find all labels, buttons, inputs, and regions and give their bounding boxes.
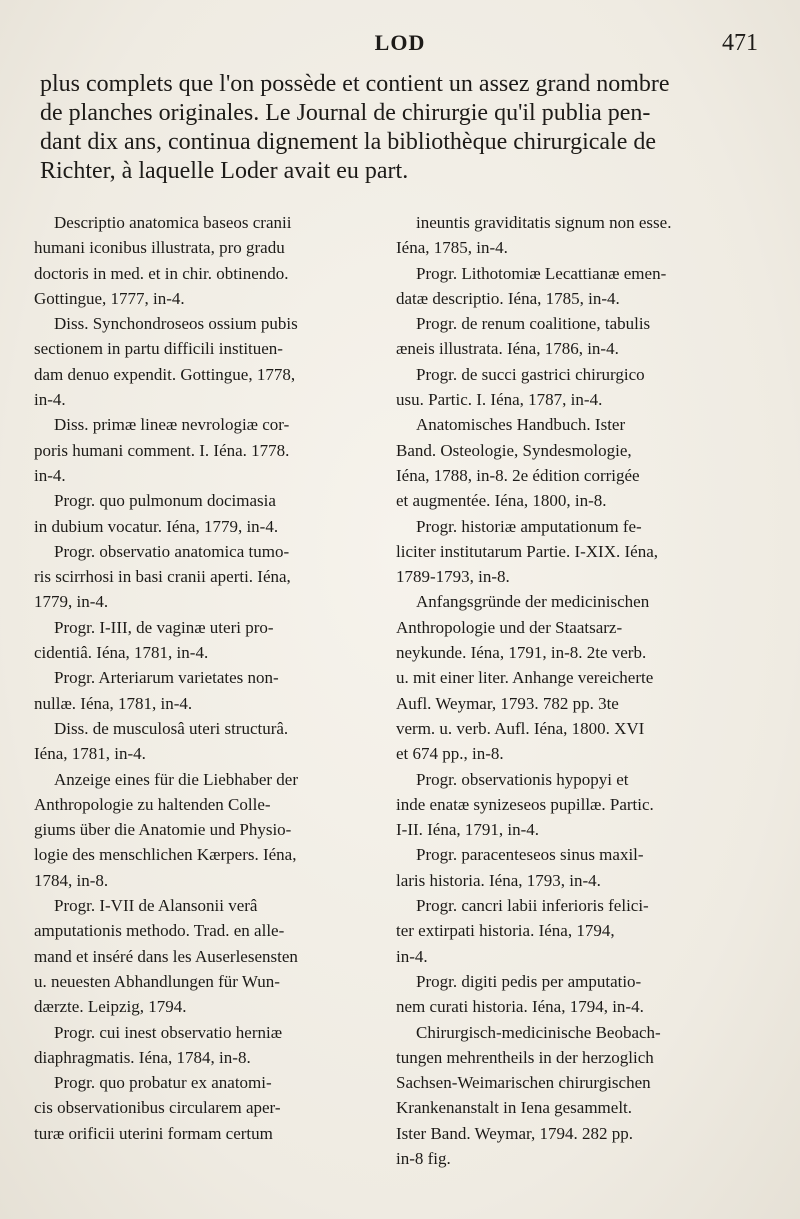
entry-line: Progr. Arteriarum varietates non- (54, 668, 279, 688)
entry-line: ris scirrhosi in basi cranii aperti. Iéna, (34, 567, 291, 587)
intro-line: plus complets que l'on possède et contient un assez grand nombre (40, 71, 670, 97)
bibliography-entry (396, 311, 732, 362)
entry-line: Krankenanstalt in Iena gesammelt. (396, 1098, 633, 1118)
bibliography-entry (34, 210, 370, 311)
bibliography-entry (34, 665, 370, 716)
entry-line: Progr. Lithotomiæ Lecattianæ emen- (416, 263, 667, 283)
bibliography-entry (34, 1070, 370, 1146)
bibliography-entry (396, 969, 732, 1020)
intro-line: Richter, à laquelle Loder avait eu part. (40, 158, 409, 184)
entry-line: Progr. historiæ amputationum fe- (416, 516, 642, 536)
bibliography-entry (396, 767, 732, 843)
bibliography-entry (34, 615, 370, 666)
entry-line: u. neuesten Abhandlungen für Wun- (34, 971, 280, 991)
entry-line: I-II. Iéna, 1791, in-4. (396, 820, 540, 840)
entry-line: Progr. de succi gastrici chirurgico (416, 364, 645, 384)
entry-line: in-4. (34, 390, 66, 410)
entry-line: tungen mehrentheils in der herzoglich (396, 1047, 654, 1067)
bibliography-entry (34, 716, 370, 767)
bibliography-entry (34, 488, 370, 539)
entry-line: Iéna, 1785, in-4. (396, 238, 508, 258)
entry-line: 1779, in-4. (34, 592, 109, 612)
bibliography-entry (34, 1020, 370, 1071)
entry-line: Diss. Synchondroseos ossium pubis (54, 314, 298, 334)
entry-line: 1789-1793, in-8. (396, 567, 510, 587)
entry-line: u. mit einer liter. Anhange vereicherte (396, 668, 654, 688)
entry-line: Diss. de musculosâ uteri structurâ. (54, 718, 289, 738)
entry-line: ineuntis graviditatis signum non esse. (416, 213, 672, 232)
entry-line: inde enatæ synizeseos pupillæ. Partic. (396, 794, 654, 814)
entry-line: Iéna, 1781, in-4. (34, 744, 146, 764)
entry-line: æneis illustrata. Iéna, 1786, in-4. (396, 339, 619, 359)
bibliography-entry (34, 412, 370, 488)
page-header (40, 30, 760, 64)
entry-line: Aufl. Weymar, 1793. 782 pp. 3te (396, 693, 619, 713)
entry-line: usu. Partic. I. Iéna, 1787, in-4. (396, 390, 603, 410)
entry-line: Progr. I-VII de Alansonii verâ (54, 896, 258, 916)
entry-line: Sachsen-Weimarischen chirurgischen (396, 1073, 651, 1093)
entry-line: Progr. digiti pedis per amputatio- (416, 971, 642, 991)
entry-line: Progr. quo probatur ex anatomi- (54, 1073, 272, 1093)
intro-paragraph (40, 70, 752, 186)
bibliography-right-column (396, 210, 732, 1171)
entry-line: 1784, in-8. (34, 870, 109, 890)
entry-line: ter extirpati historia. Iéna, 1794, (396, 921, 615, 941)
entry-line: datæ descriptio. Iéna, 1785, in-4. (396, 288, 620, 308)
bibliography-left-column (34, 210, 370, 1146)
entry-line: amputationis methodo. Trad. en alle- (34, 921, 285, 941)
bibliography-entry (396, 412, 732, 513)
entry-line: giums über die Anatomie und Physio- (34, 820, 292, 840)
bibliography-entry (396, 362, 732, 413)
entry-line: Anfangsgründe der medicinischen (416, 592, 650, 612)
entry-line: Anzeige eines für die Liebhaber der (54, 769, 299, 789)
bibliography-entry (396, 842, 732, 893)
bibliography-entry (34, 893, 370, 1019)
entry-line: Anatomisches Handbuch. Ister (416, 415, 626, 435)
entry-line: Progr. cui inest observatio herniæ (54, 1022, 283, 1042)
entry-line: nem curati historia. Iéna, 1794, in-4. (396, 997, 644, 1017)
entry-line: Progr. I-III, de vaginæ uteri pro- (54, 617, 274, 637)
entry-line: nullæ. Iéna, 1781, in-4. (34, 693, 193, 713)
entry-line: neykunde. Iéna, 1791, in-8. 2te verb. (396, 643, 647, 663)
entry-line: diaphragmatis. Iéna, 1784, in-8. (34, 1047, 251, 1067)
bibliography-entry (396, 1020, 732, 1172)
entry-line: humani iconibus illustrata, pro gradu (34, 238, 285, 258)
entry-line: in-4. (34, 465, 66, 485)
entry-line: laris historia. Iéna, 1793, in-4. (396, 870, 601, 890)
entry-line: cidentiâ. Iéna, 1781, in-4. (34, 643, 209, 663)
bibliography-entry (396, 210, 732, 261)
entry-line: et augmentée. Iéna, 1800, in-8. (396, 491, 607, 511)
entry-line: Anthropologie zu haltenden Colle- (34, 794, 271, 814)
entry-line: dam denuo expendit. Gottingue, 1778, (34, 364, 296, 384)
entry-line: sectionem in partu difficili instituen- (34, 339, 283, 359)
entry-line: Anthropologie und der Staatsarz- (396, 617, 623, 637)
entry-line: Iéna, 1788, in-8. 2e édition corrigée (396, 465, 640, 485)
entry-line: logie des menschlichen Kærpers. Iéna, (34, 845, 297, 865)
entry-line: mand et inséré dans les Auserlesensten (34, 946, 298, 966)
entry-line: Diss. primæ lineæ nevrologiæ cor- (54, 415, 290, 435)
entry-line: Descriptio anatomica baseos cranii (54, 213, 292, 232)
intro-line: dant dix ans, continua dignement la bibliothèque chirurgicale de (40, 129, 657, 155)
entry-line: et 674 pp., in-8. (396, 744, 504, 764)
page-number: 471 (722, 30, 758, 56)
entry-line: Chirurgisch-medicinische Beobach- (416, 1022, 661, 1042)
entry-line: cis observationibus circularem aper- (34, 1098, 281, 1118)
entry-line: poris humani comment. I. Iéna. 1778. (34, 440, 290, 460)
entry-line: Progr. observationis hypopyi et (416, 769, 629, 789)
entry-line: verm. u. verb. Aufl. Iéna, 1800. XVI (396, 718, 645, 738)
entry-line: in dubium vocatur. Iéna, 1779, in-4. (34, 516, 279, 536)
bibliography-entry (34, 311, 370, 412)
bibliography-entry (34, 539, 370, 615)
entry-line: Progr. paracenteseos sinus maxil- (416, 845, 644, 865)
intro-line: de planches originales. Le Journal de chirurgie qu'il publia pen- (40, 100, 651, 126)
entry-line: Ister Band. Weymar, 1794. 282 pp. (396, 1123, 634, 1143)
entry-line: Gottingue, 1777, in-4. (34, 288, 185, 308)
entry-line: Progr. cancri labii inferioris felici- (416, 896, 649, 916)
entry-line: in-8 fig. (396, 1148, 451, 1168)
entry-line: liciter institutarum Partie. I-XIX. Iéna, (396, 541, 658, 561)
entry-line: turæ orificii uterini formam certum (34, 1123, 273, 1143)
bibliography-entry (396, 893, 732, 969)
entry-line: Progr. de renum coalitione, tabulis (416, 314, 651, 334)
entry-line: dærzte. Leipzig, 1794. (34, 997, 187, 1017)
entry-line: Progr. observatio anatomica tumo- (54, 541, 290, 561)
running-head: LOD (374, 30, 426, 55)
bibliography-entry (396, 514, 732, 590)
entry-line: Progr. quo pulmonum docimasia (54, 491, 276, 511)
entry-line: doctoris in med. et in chir. obtinendo. (34, 263, 289, 283)
bibliography-entry (396, 261, 732, 312)
entry-line: in-4. (396, 946, 428, 966)
entry-line: Band. Osteologie, Syndesmologie, (396, 440, 632, 460)
bibliography-entry (34, 767, 370, 893)
bibliography-entry (396, 589, 732, 766)
